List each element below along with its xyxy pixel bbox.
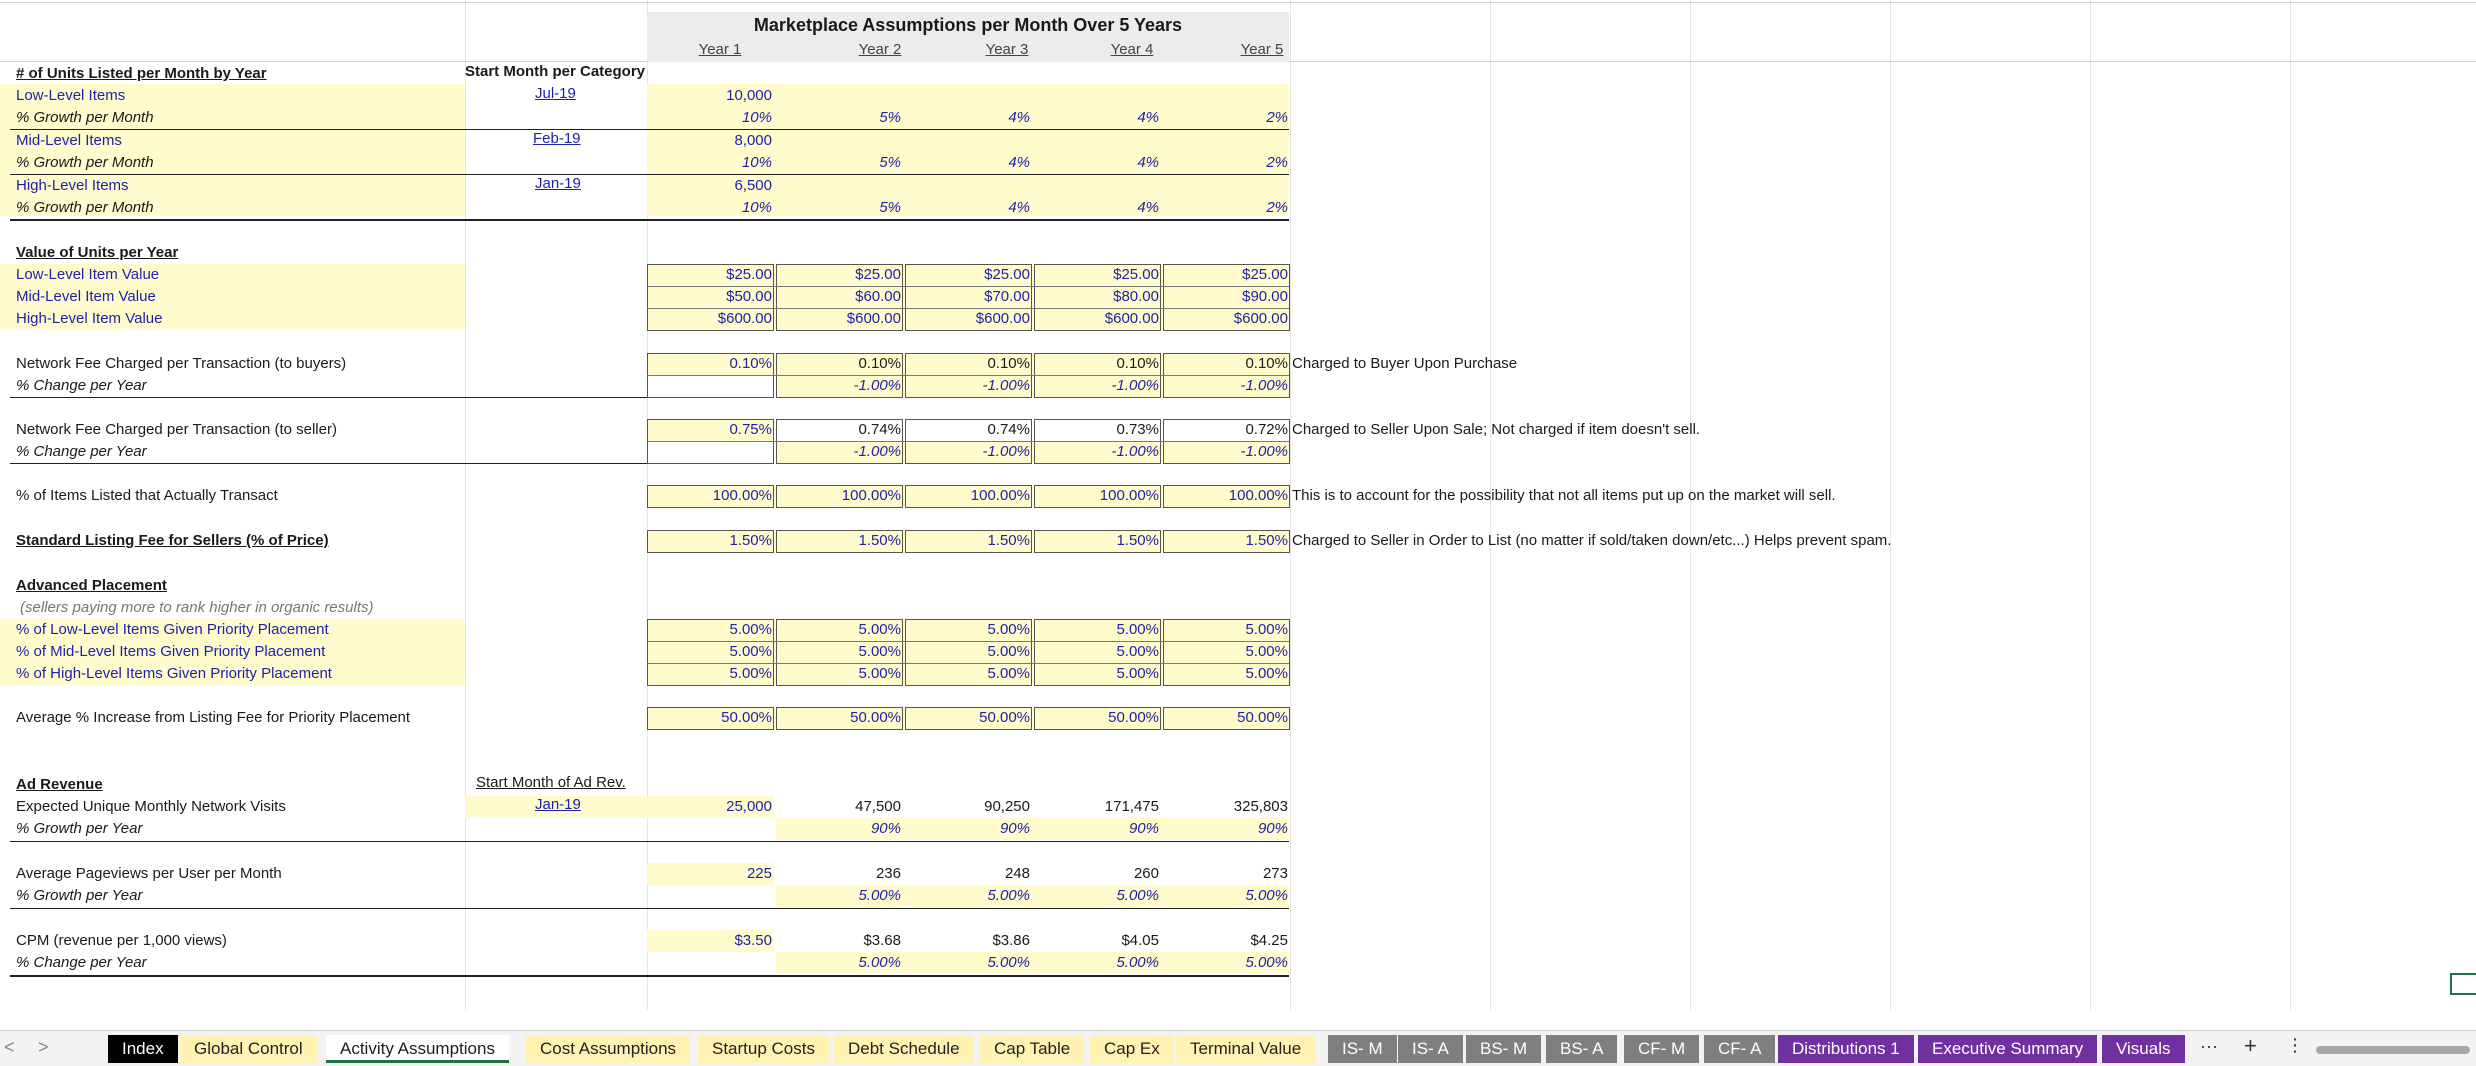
mid-value-label: Mid-Level Item Value <box>16 288 156 305</box>
placement-low-y4[interactable]: 5.00% <box>1116 621 1159 638</box>
high-start-month[interactable]: Jan-19 <box>535 175 581 192</box>
add-sheet-button[interactable]: + <box>2244 1033 2257 1058</box>
tab-global-control[interactable]: Global Control <box>180 1035 317 1063</box>
visits-growth-y5[interactable]: 90% <box>1257 820 1288 837</box>
tab-debt-schedule[interactable]: Debt Schedule <box>834 1035 974 1063</box>
year-1-header: Year 1 <box>698 41 742 58</box>
low-value-y4[interactable]: $25.00 <box>1113 266 1159 283</box>
placement-increase-y2[interactable]: 50.00% <box>850 709 901 726</box>
more-sheets-button[interactable]: ··· <box>2200 1036 2218 1056</box>
transact-y4[interactable]: 100.00% <box>1099 487 1159 504</box>
cpm-change-y4[interactable]: 5.00% <box>1116 954 1159 971</box>
visits-y1[interactable]: 25,000 <box>726 798 772 815</box>
low-growth-y4[interactable]: 4% <box>1137 109 1159 126</box>
seller-fee-change-y2[interactable]: -1.00% <box>853 443 901 460</box>
seller-fee-change-y4[interactable]: -1.00% <box>1111 443 1159 460</box>
listing-fee-y2[interactable]: 1.50% <box>858 532 901 549</box>
high-value-label: High-Level Item Value <box>16 310 163 327</box>
buyer-fee-change-y3[interactable]: -1.00% <box>982 377 1030 394</box>
seller-fee-y2: 0.74% <box>858 421 901 438</box>
pageviews-growth-y3[interactable]: 5.00% <box>987 887 1030 904</box>
mid-growth-y1[interactable]: 10% <box>741 154 772 171</box>
buyer-fee-y2: 0.10% <box>858 355 901 372</box>
transact-y1[interactable]: 100.00% <box>712 487 772 504</box>
seller-fee-y1[interactable]: 0.75% <box>729 421 772 438</box>
placement-mid-y1[interactable]: 5.00% <box>729 643 772 660</box>
low-growth-y1[interactable]: 10% <box>741 109 772 126</box>
transact-y3[interactable]: 100.00% <box>970 487 1030 504</box>
listing-fee-note: Charged to Seller in Order to List (no matter if sold/taken down/etc...) Helps prevent spam. <box>1292 532 1892 549</box>
mid-value-y1[interactable]: $50.00 <box>726 288 772 305</box>
high-growth-y2[interactable]: 5% <box>879 199 901 216</box>
pageviews-growth-y4[interactable]: 5.00% <box>1116 887 1159 904</box>
cpm-change-y3[interactable]: 5.00% <box>987 954 1030 971</box>
mid-growth-y3[interactable]: 4% <box>1008 154 1030 171</box>
placement-high-label: % of High-Level Items Given Priority Placement <box>16 665 332 682</box>
visits-y2: 47,500 <box>855 798 901 815</box>
placement-high-y3[interactable]: 5.00% <box>987 665 1030 682</box>
placement-low-y1[interactable]: 5.00% <box>729 621 772 638</box>
visits-y5: 325,803 <box>1233 798 1288 815</box>
high-value-y1[interactable]: $600.00 <box>717 310 772 327</box>
low-growth-y5[interactable]: 2% <box>1266 109 1288 126</box>
high-growth-y3[interactable]: 4% <box>1008 199 1030 216</box>
visits-growth-y3[interactable]: 90% <box>999 820 1030 837</box>
seller-fee-y4: 0.73% <box>1116 421 1159 438</box>
low-value-y2[interactable]: $25.00 <box>855 266 901 283</box>
year-5-header: Year 5 <box>1240 41 1284 58</box>
value-units-header: Value of Units per Year <box>16 244 179 261</box>
page-title: Marketplace Assumptions per Month Over 5 Years <box>753 15 1183 35</box>
tab-is-m[interactable]: IS- M <box>1328 1035 1397 1063</box>
tab-cf-m[interactable]: CF- M <box>1624 1035 1699 1063</box>
high-level-items-label: High-Level Items <box>16 177 129 194</box>
high-value-y5[interactable]: $600.00 <box>1233 310 1288 327</box>
visits-growth-label: % Growth per Year <box>16 820 143 837</box>
buyer-fee-change-y4[interactable]: -1.00% <box>1111 377 1159 394</box>
seller-fee-y5: 0.72% <box>1245 421 1288 438</box>
horizontal-scrollbar[interactable] <box>2316 1046 2470 1054</box>
placement-increase-y3[interactable]: 50.00% <box>979 709 1030 726</box>
high-units-y1[interactable]: 6,500 <box>734 177 772 194</box>
buyer-fee-y5: 0.10% <box>1245 355 1288 372</box>
cpm-change-y2[interactable]: 5.00% <box>858 954 901 971</box>
mid-value-y3[interactable]: $70.00 <box>984 288 1030 305</box>
mid-growth-y5[interactable]: 2% <box>1266 154 1288 171</box>
seller-fee-change-label: % Change per Year <box>16 443 147 460</box>
buyer-fee-y3: 0.10% <box>987 355 1030 372</box>
tab-cf-a[interactable]: CF- A <box>1704 1035 1775 1063</box>
high-value-y3[interactable]: $600.00 <box>975 310 1030 327</box>
low-value-y5[interactable]: $25.00 <box>1242 266 1288 283</box>
placement-high-y2[interactable]: 5.00% <box>858 665 901 682</box>
tab-cap-table[interactable]: Cap Table <box>980 1035 1084 1063</box>
mid-units-y1[interactable]: 8,000 <box>734 132 772 149</box>
low-level-items-label: Low-Level Items <box>16 87 126 104</box>
cpm-y2: $3.68 <box>863 932 901 949</box>
placement-mid-y5[interactable]: 5.00% <box>1245 643 1288 660</box>
seller-fee-change-y5[interactable]: -1.00% <box>1240 443 1288 460</box>
pageviews-growth-y5[interactable]: 5.00% <box>1245 887 1288 904</box>
buyer-fee-y4: 0.10% <box>1116 355 1159 372</box>
mid-level-items-label: Mid-Level Items <box>16 132 122 149</box>
pageviews-growth-label: % Growth per Year <box>16 887 143 904</box>
cpm-label: CPM (revenue per 1,000 views) <box>16 932 227 949</box>
ad-header: Ad Revenue <box>16 776 103 793</box>
mid-growth-label: % Growth per Month <box>16 154 154 171</box>
placement-mid-y2[interactable]: 5.00% <box>858 643 901 660</box>
listing-fee-y1[interactable]: 1.50% <box>729 532 772 549</box>
tab-scroll-left-button[interactable]: < <box>4 1037 15 1057</box>
buyer-fee-change-y5[interactable]: -1.00% <box>1240 377 1288 394</box>
tab-distributions-1[interactable]: Distributions 1 <box>1778 1035 1914 1063</box>
pageviews-y2: 236 <box>875 865 901 882</box>
buyer-fee-y1[interactable]: 0.10% <box>729 355 772 372</box>
tab-terminal-value[interactable]: Terminal Value <box>1176 1035 1315 1063</box>
transact-label: % of Items Listed that Actually Transact <box>16 487 278 504</box>
tab-bs-m[interactable]: BS- M <box>1466 1035 1541 1063</box>
tab-scroll-right-button[interactable]: > <box>38 1037 49 1057</box>
placement-low-label: % of Low-Level Items Given Priority Placement <box>16 621 329 638</box>
mid-value-y5[interactable]: $90.00 <box>1242 288 1288 305</box>
low-units-y1[interactable]: 10,000 <box>726 87 772 104</box>
cpm-change-label: % Change per Year <box>16 954 147 971</box>
cpm-y4: $4.05 <box>1121 932 1159 949</box>
visits-growth-y2[interactable]: 90% <box>870 820 901 837</box>
visits-label: Expected Unique Monthly Network Visits <box>16 798 286 815</box>
listing-fee-y5[interactable]: 1.50% <box>1245 532 1288 549</box>
placement-mid-y4[interactable]: 5.00% <box>1116 643 1159 660</box>
mid-value-y4[interactable]: $80.00 <box>1113 288 1159 305</box>
visits-y3: 90,250 <box>984 798 1030 815</box>
tab-executive-summary[interactable]: Executive Summary <box>1918 1035 2097 1063</box>
low-value-y3[interactable]: $25.00 <box>984 266 1030 283</box>
listing-fee-label: Standard Listing Fee for Sellers (% of Price) <box>16 532 329 549</box>
low-value-y1[interactable]: $25.00 <box>726 266 772 283</box>
placement-low-y3[interactable]: 5.00% <box>987 621 1030 638</box>
listing-fee-y4[interactable]: 1.50% <box>1116 532 1159 549</box>
buyer-fee-change-label: % Change per Year <box>16 377 147 394</box>
buyer-fee-label: Network Fee Charged per Transaction (to buyers) <box>16 355 347 372</box>
year-4-header: Year 4 <box>1110 41 1154 58</box>
seller-fee-change-y3[interactable]: -1.00% <box>982 443 1030 460</box>
low-growth-label: % Growth per Month <box>16 109 154 126</box>
placement-subheader: (sellers paying more to rank higher in organic results) <box>20 599 374 616</box>
transact-y5[interactable]: 100.00% <box>1228 487 1288 504</box>
low-growth-y2[interactable]: 5% <box>879 109 901 126</box>
seller-fee-note: Charged to Seller Upon Sale; Not charged if item doesn't sell. <box>1292 421 1701 438</box>
high-value-y4[interactable]: $600.00 <box>1104 310 1159 327</box>
buyer-fee-note: Charged to Buyer Upon Purchase <box>1292 355 1518 372</box>
cpm-y3: $3.86 <box>992 932 1030 949</box>
high-growth-y1[interactable]: 10% <box>741 199 772 216</box>
placement-increase-y1[interactable]: 50.00% <box>721 709 772 726</box>
tab-bs-a[interactable]: BS- A <box>1546 1035 1617 1063</box>
high-growth-label: % Growth per Month <box>16 199 154 216</box>
start-month-header: Start Month per Category <box>465 63 646 80</box>
seller-fee-label: Network Fee Charged per Transaction (to seller) <box>16 421 337 438</box>
year-2-header: Year 2 <box>858 41 902 58</box>
tab-is-a[interactable]: IS- A <box>1398 1035 1463 1063</box>
listing-fee-y3[interactable]: 1.50% <box>987 532 1030 549</box>
buyer-fee-change-y2[interactable]: -1.00% <box>853 377 901 394</box>
placement-high-y4[interactable]: 5.00% <box>1116 665 1159 682</box>
placement-high-y1[interactable]: 5.00% <box>729 665 772 682</box>
placement-increase-label: Average % Increase from Listing Fee for Priority Placement <box>16 709 411 726</box>
selected-cell[interactable] <box>2450 973 2476 995</box>
tab-cap-ex[interactable]: Cap Ex <box>1090 1035 1174 1063</box>
visits-growth-y4[interactable]: 90% <box>1128 820 1159 837</box>
high-value-y2[interactable]: $600.00 <box>846 310 901 327</box>
pageviews-y4: 260 <box>1133 865 1159 882</box>
ad-start-month[interactable]: Jan-19 <box>535 796 581 813</box>
mid-growth-y2[interactable]: 5% <box>879 154 901 171</box>
placement-high-y5[interactable]: 5.00% <box>1245 665 1288 682</box>
placement-mid-label: % of Mid-Level Items Given Priority Placement <box>16 643 326 660</box>
high-growth-y4[interactable]: 4% <box>1137 199 1159 216</box>
ad-start-header: Start Month of Ad Rev. <box>476 774 626 791</box>
placement-increase-y5[interactable]: 50.00% <box>1237 709 1288 726</box>
cpm-change-y5[interactable]: 5.00% <box>1245 954 1288 971</box>
tab-cost-assumptions[interactable]: Cost Assumptions <box>526 1035 690 1063</box>
pageviews-y5: 273 <box>1262 865 1288 882</box>
pageviews-y3: 248 <box>1004 865 1030 882</box>
year-3-header: Year 3 <box>985 41 1029 58</box>
placement-low-y2[interactable]: 5.00% <box>858 621 901 638</box>
low-growth-y3[interactable]: 4% <box>1008 109 1030 126</box>
tab-visuals[interactable]: Visuals <box>2102 1035 2185 1063</box>
sheet-options-button[interactable]: ⋮ <box>2286 1035 2304 1055</box>
visits-y4: 171,475 <box>1104 798 1159 815</box>
tab-activity-assumptions[interactable]: Activity Assumptions <box>326 1035 509 1063</box>
tab-startup-costs[interactable]: Startup Costs <box>698 1035 829 1063</box>
mid-start-month[interactable]: Feb-19 <box>533 130 581 147</box>
placement-mid-y3[interactable]: 5.00% <box>987 643 1030 660</box>
low-value-label: Low-Level Item Value <box>16 266 160 283</box>
pageviews-label: Average Pageviews per User per Month <box>16 865 282 882</box>
placement-increase-y4[interactable]: 50.00% <box>1108 709 1159 726</box>
pageviews-y1[interactable]: 225 <box>746 865 772 882</box>
transact-note: This is to account for the possibility that not all items put up on the market will sell. <box>1292 487 1836 504</box>
high-growth-y5[interactable]: 2% <box>1266 199 1288 216</box>
cpm-y5: $4.25 <box>1250 932 1288 949</box>
units-header: # of Units Listed per Month by Year <box>16 65 267 82</box>
cpm-y1[interactable]: $3.50 <box>734 932 772 949</box>
mid-value-y2[interactable]: $60.00 <box>855 288 901 305</box>
transact-y2[interactable]: 100.00% <box>841 487 901 504</box>
mid-growth-y4[interactable]: 4% <box>1137 154 1159 171</box>
seller-fee-y3: 0.74% <box>987 421 1030 438</box>
pageviews-growth-y2[interactable]: 5.00% <box>858 887 901 904</box>
tab-index[interactable]: Index <box>108 1035 178 1063</box>
low-start-month[interactable]: Jul-19 <box>535 85 576 102</box>
placement-header: Advanced Placement <box>16 577 167 594</box>
placement-low-y5[interactable]: 5.00% <box>1245 621 1288 638</box>
